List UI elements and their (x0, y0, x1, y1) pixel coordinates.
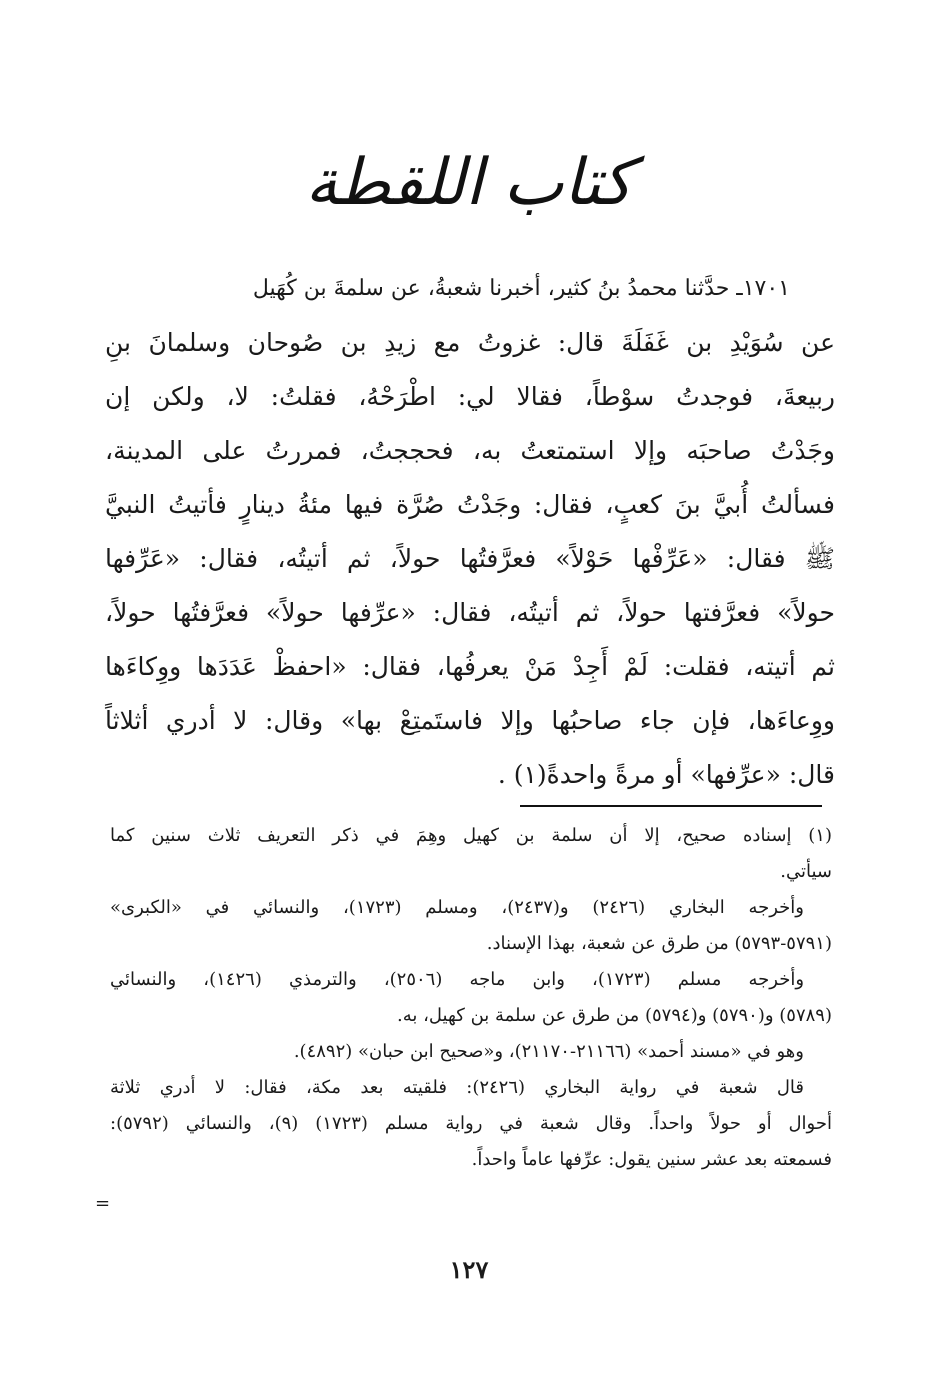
hadith-line: ١٧٠١ـ حدَّثنا محمدُ بنُ كثير، أخبرنا شعبةُ، عن سلمةَ بن كُهَيل (252, 276, 790, 301)
footnote-line: (٥٧٩١-٥٧٩٣) من طرق عن شعبة، بهذا الإسناد. (486, 933, 832, 954)
hadith-line: عن سُوَيْدِ بن غَفَلَةَ قال: غزوتُ مع زيدِ بن صُوحان وسلمانَ بنِ (105, 328, 835, 357)
footnote-line: أحوال أو حولاً واحداً. وقال شعبة في رواية مسلم (١٧٢٣) (٩)، والنسائي (٥٧٩٢): (110, 1113, 832, 1134)
footnote-line: وهو في «مسند أحمد» (٢١١٦٦-٢١١٧٠)، و«صحيح ابن حبان» (٤٨٩٢). (293, 1041, 804, 1062)
hadith-line: حولاً» فعرَّفتها حولاً، ثم أتيتُه، فقال: «عرِّفها حولاً» فعرَّفتُها حولاً، (105, 598, 835, 627)
footnotes (110, 818, 832, 1178)
footnote-divider (520, 805, 822, 807)
footnote-line: (٥٧٨٩) و(٥٧٩٠) و(٥٧٩٤) من طرق عن سلمة بن كهيل، به. (397, 1005, 832, 1026)
footnote-line: فسمعته بعد عشر سنين يقول: عرِّفها عاماً واحداً. (471, 1149, 832, 1170)
hadith-line: ربيعةَ، فوجدتُ سوْطاً، فقالا لي: اطْرَحْهُ، فقلتُ: لا، ولكن إن (105, 382, 835, 411)
continuation-mark: = (95, 1193, 111, 1214)
hadith-line: ووِعاءَها، فإن جاء صاحبُها وإلا فاستَمتِعْ بها» وقال: لا أدري أثلاثاً (105, 706, 835, 735)
footnote-line: وأخرجه مسلم (١٧٢٣)، وابن ماجه (٢٥٠٦)، والترمذي (١٤٢٦)، والنسائي (110, 969, 805, 990)
footnote-line: (١) إسناده صحيح، إلا أن سلمة بن كهيل وهِمَ في ذكر التعريف ثلاث سنين كما (110, 825, 832, 846)
book-title: كتاب اللقطة (305, 146, 633, 220)
hadith-line: ﷺ فقال: «عَرِّفْها حَوْلاً» فعرَّفتُها حولاً، ثم أتيتُه، فقال: «عَرِّفها (105, 544, 835, 573)
footnote-line: سيأتي. (780, 861, 832, 882)
hadith-line: ثم أتيته، فقلت: لَمْ أَجِدْ مَنْ يعرفُها، فقال: «احفظْ عَدَدَها ووِكاءَها (105, 652, 835, 681)
hadith-text (105, 262, 835, 802)
footnote-line: وأخرجه البخاري (٢٤٢٦) و(٢٤٣٧)، ومسلم (١٧٢٣)، والنسائي في «الكبرى» (110, 897, 804, 918)
page-number: ١٢٧ (449, 1255, 489, 1284)
hadith-line: قال: «عرِّفها» أو مرةً واحدةً(١) . (497, 760, 835, 789)
hadith-line: فسألتُ أُبيَّ بنَ كعبٍ، فقال: وجَدْتُ صُرَّة فيها مئةُ دينارٍ فأتيتُ النبيَّ (105, 490, 835, 519)
hadith-line: وجَدْتُ صاحبَه وإلا استمتعتُ به، فحججتُ، فمررتُ على المدينة، (105, 436, 835, 465)
footnote-line: قال شعبة في رواية البخاري (٢٤٢٦): فلقيته بعد مكة، فقال: لا أدري ثلاثة (110, 1077, 804, 1098)
